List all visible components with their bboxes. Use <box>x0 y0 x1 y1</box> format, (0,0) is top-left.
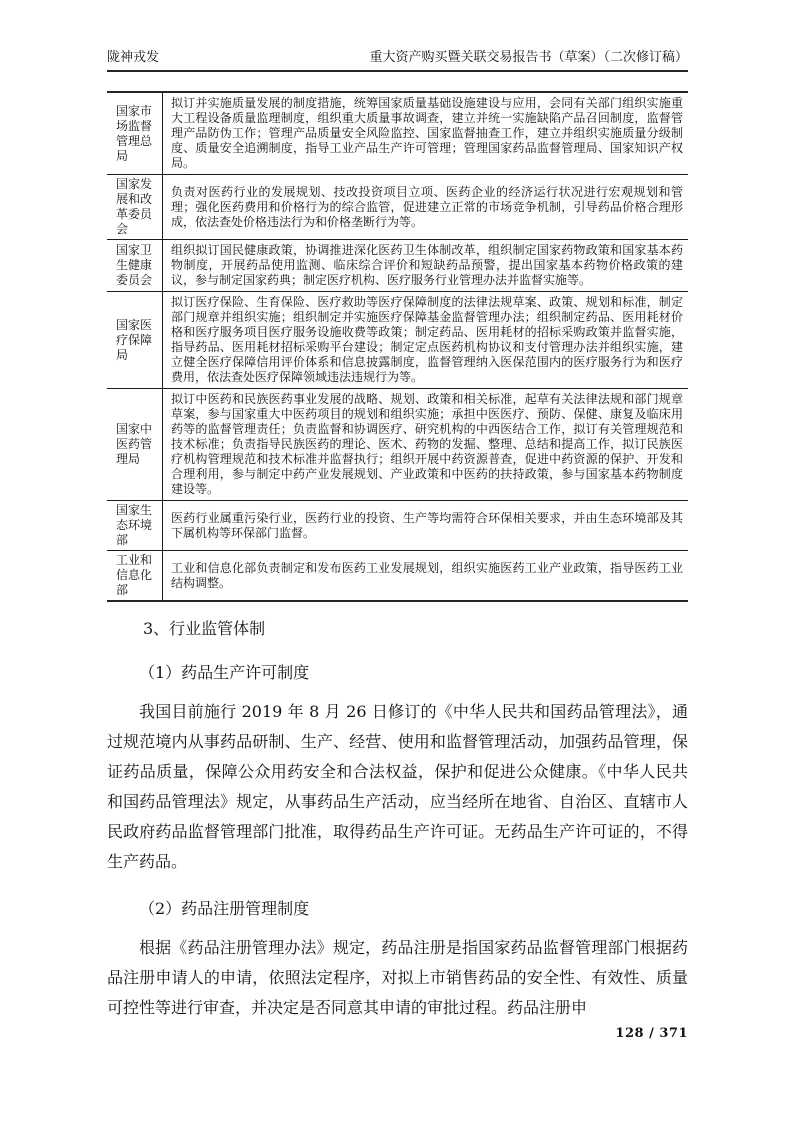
duties-cell: 负责对医药行业的发展规划、技改投资项目立项、医药企业的经济运行状况进行宏观规划和管理；强化医药费用和价格行为的综合监管，促进建立正常的市场竞争机制，引导药品价格合理形成，依法查处价格违法行为和价格垄断行为等。 <box>163 175 689 240</box>
header-company-name: 陇神戎发 <box>107 50 160 65</box>
agency-cell: 国家医疗保障局 <box>107 292 163 389</box>
agency-cell: 国家生态环境部 <box>107 501 163 551</box>
duties-cell: 拟订中医药和民族医药事业发展的战略、规划、政策和相关标准，起草有关法律法规和部门规章草案，参与国家重大中医药项目的规划和组织实施；承担中医医疗、预防、保健、康复及临床用药等的监督管理责任；负责监督和协调医疗、研究机构的中西医结合工作，拟订有关管理规范和技术标准；负责指导民族医药的理论、医术、药物的发掘、整理、总结和提高工作，拟订民族医疗机构管理规范和技术标准并监督执行；组织开展中药资源普查，促进中药资源的保护、开发和合理利用，参与制定中药产业发展规划、产业政策和中医药的扶持政策，参与国家基本药物制度建设等。 <box>163 389 689 501</box>
subsection-heading-production-license: （1）药品生产许可制度 <box>139 663 310 682</box>
section-heading-industry-regulation: 3、行业监管体制 <box>143 619 266 638</box>
table-row <box>107 292 688 389</box>
page-number: 128 / 371 <box>615 1026 688 1041</box>
table-row <box>107 501 688 551</box>
agency-cell: 国家市场监督管理总局 <box>107 92 163 175</box>
table-row <box>107 389 688 501</box>
table-row <box>107 551 688 602</box>
duties-cell: 组织拟订国民健康政策，协调推进深化医药卫生体制改革，组织制定国家药物政策和国家基本药物制度，开展药品使用监测、临床综合评价和短缺药品预警，提出国家基本药物价格政策的建议，参与制定国家药典；制定医疗机构、医疗服务行业管理办法并监督实施等。 <box>163 240 689 292</box>
table-row <box>107 92 688 175</box>
paragraph-drug-registration: 根据《药品注册管理办法》规定，药品注册是指国家药品监督管理部门根据药品注册申请人的申请，依照法定程序，对拟上市销售药品的安全性、有效性、质量可控性等进行审查，并决定是否同意其申请的审批过程。药品注册申 <box>107 938 688 1017</box>
table-row <box>107 175 688 240</box>
duties-cell: 拟订并实施质量发展的制度措施，统筹国家质量基础设施建设与应用，会同有关部门组织实施重大工程设备质量监理制度，组织重大质量事故调查，建立并统一实施缺陷产品召回制度，监督管理产品防伪工作；管理产品质量安全风险监控、国家监督抽查工作，建立并组织实施质量分级制度、质量安全追溯制度，指导工业产品生产许可管理；管理国家药品监督管理局、国家知识产权局。 <box>171 96 683 170</box>
agency-cell: 工业和信息化部 <box>107 551 163 602</box>
agency-cell: 国家发展和改革委员会 <box>107 175 163 240</box>
paragraph-production-license: 我国目前施行 2019 年 8 月 26 日修订的《中华人民共和国药品管理法》，通过规范境内从事药品研制、生产、经营、使用和监督管理活动，加强药品管理，保证药品质量，保障公众用药安全和合法权益，保护和促进公众健康。《中华人民共和国药品管理法》规定，从事药品生产活动，应当经所在地省、自治区、直辖市人民政府药品监督管理部门批准，取得药品生产许可证。无药品生产许可证的，不得生产药品。 <box>107 702 688 871</box>
agency-cell: 国家中医药管理局 <box>107 389 163 501</box>
table-row <box>107 240 688 292</box>
agency-cell: 国家卫生健康委员会 <box>107 240 163 292</box>
subsection-heading-drug-registration: （2）药品注册管理制度 <box>139 899 310 918</box>
duties-cell: 工业和信息化部负责制定和发布医药工业发展规划，组织实施医药工业产业政策，指导医药工业结构调整。 <box>163 551 689 602</box>
header-report-title: 重大资产购买暨关联交易报告书（草案）（二次修订稿） <box>369 50 688 65</box>
page-header <box>107 50 688 72</box>
duties-cell: 医药行业属重污染行业，医药行业的投资、生产等均需符合环保相关要求，并由生态环境部及其下属机构等环保部门监督。 <box>163 501 689 551</box>
duties-cell: 拟订医疗保险、生育保险、医疗救助等医疗保障制度的法律法规草案、政策、规划和标准，制定部门规章并组织实施；组织制定并实施医疗保障基金监督管理办法；组织制定药品、医用耗材价格和医疗服务项目医疗服务设施收费等政策；制定药品、医用耗材的招标采购政策并监督实施，指导药品、医用耗材招标采购平台建设；制定定点医药机构协议和支付管理办法并组织实施，建立健全医疗保障信用评价体系和信息披露制度，监督管理纳入医保范围内的医疗服务行为和医疗费用，依法查处医疗保障领域违法违规行为等。 <box>163 292 689 389</box>
regulators-table <box>107 91 688 602</box>
